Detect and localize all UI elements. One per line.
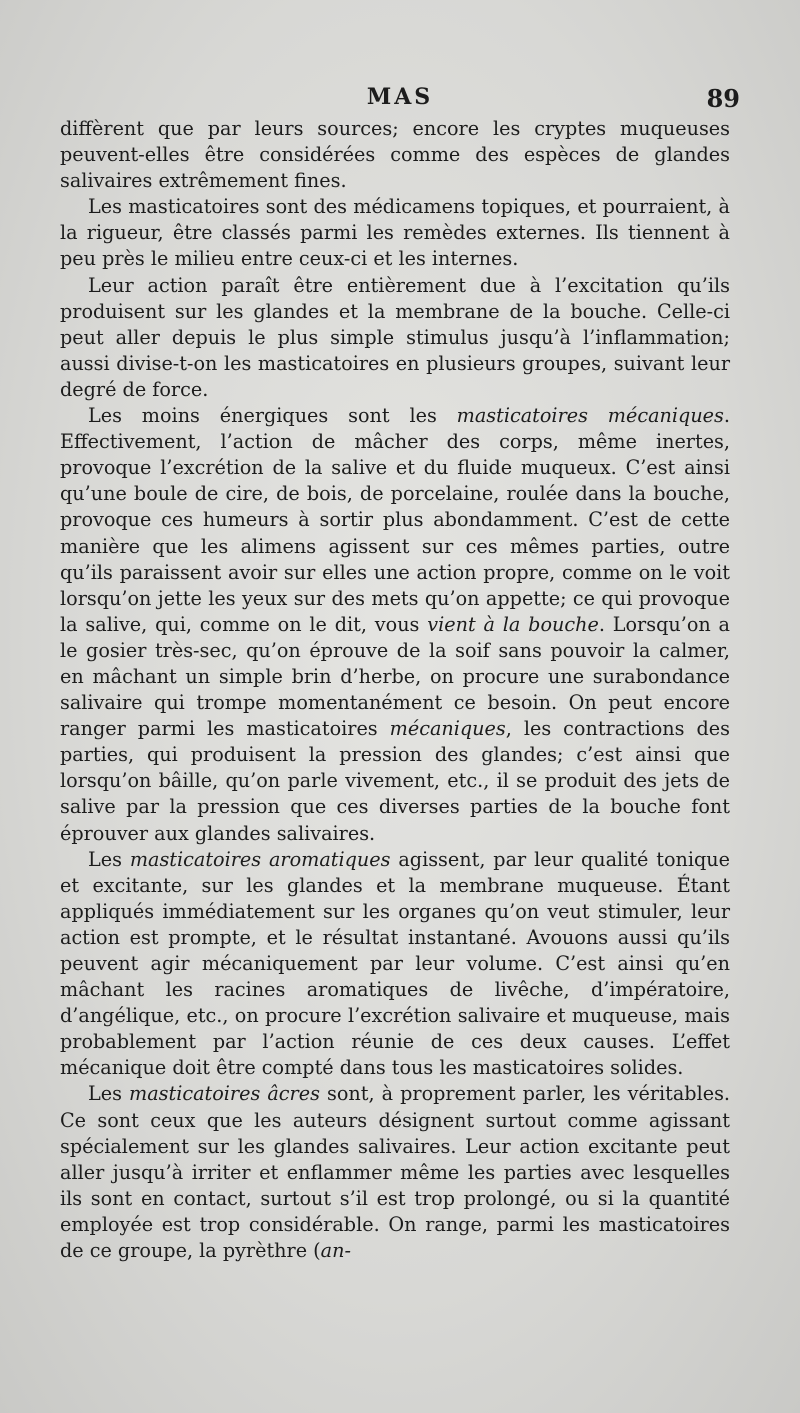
body-text [60,116,730,1264]
text-run: . Lorsqu’on a le gosier très-sec, qu’on éprouve de la soif sans pouvoir la calmer, en mâchant un simple brin d’herbe, on procure une surabondance salivaire qui trompe momentanément ce besoin. On peut encore ranger parmi les masticatoires [60,612,730,741]
italic-text: mécaniques [389,717,506,741]
text-run: Les moins énergiques sont les [88,404,457,428]
italic-text: masticatoires mécaniques [456,404,724,428]
page-header [60,84,740,116]
paragraph [60,194,730,272]
text-run: . Effectivement, l’action de mâcher des corps, même inertes, provoque l’excrétion de la salive et du fluide muqueux. C’est ainsi qu’une boule de cire, de bois, de porcelaine, roulée dans la bouche, provoque ces humeurs à sortir plus abondamment. C’est de cette manière que les alimens agissent sur ces mêmes parties, outre qu’ils paraissent avoir sur elles une action propre, comme on le voit lorsqu’on jette les yeux sur des mets qu’on appette; ce qui provoque la salive, qui, comme on le dit, vous [60,404,730,636]
running-head: MAS [366,84,434,110]
italic-text: masticatoires aromatiques [129,847,391,871]
paragraph [60,116,730,194]
text-run: Les masticatoires sont des médicamens topiques, et pourraient, à la rigueur, être classés parmi les remèdes externes. Ils tiennent à peu près le milieu entre ceux-ci et les internes. [60,195,730,271]
italic-text: masticatoires âcres [129,1082,320,1106]
text-run: diffèrent que par leurs sources; encore les cryptes muqueuses peuvent-elles être considérées comme des espèces de glandes salivaires extrêmement fines. [60,117,730,193]
text-run: Les [88,847,130,871]
text-run: sont, à proprement parler, les véritables. Ce sont ceux que les auteurs désignent surtout comme agissant spécialement sur les glandes salivaires. Leur action excitante peut aller jusqu’à irriter et enflammer même les parties avec lesquelles ils sont en contact, surtout s’il est trop prolongé, ou si la quantité employée est trop considérable. On range, parmi les masticatoires de ce groupe, la pyrèthre ( [60,1082,731,1263]
paragraph [60,403,730,847]
text-run: agissent, par leur qualité tonique et excitante, sur les glandes et la membrane muqueuse. Étant appliqués immédiatement sur les organes qu’on veut stimuler, leur action est prompte, et le résultat instantané. Avouons aussi qu’ils peuvent agir mécaniquement par leur volume. C’est ainsi qu’en mâchant les racines aromatiques de livêche, d’impératoire, d’angélique, etc., on procure l’excrétion salivaire et muqueuse, mais probablement par l’action réunie de ces deux causes. L’effet mécanique doit être compté dans tous les masticatoires solides. [60,847,731,1080]
text-run: , les contractions des parties, qui produisent la pression des glandes; c’est ainsi que lorsqu’on bâille, qu’on parle vivement, etc., il se produit des jets de salive par la pression que ces diverses parties de la bouche font éprouver aux glandes salivaires. [60,717,730,845]
paragraph [60,847,730,1082]
paragraph [60,273,730,403]
italic-text: an- [320,1239,351,1263]
page-number: 89 [706,84,740,113]
italic-text: vient à la bouche [427,612,599,636]
text-run: Les [88,1082,130,1106]
paragraph [60,1081,730,1264]
text-run: Leur action paraît être entièrement due à l’excitation qu’ils produisent sur les glandes et la membrane de la bouche. Celle-ci peut aller depuis le plus simple stimulus jusqu’à l’inflammation; aussi divise-t-on les masticatoires en plusieurs groupes, suivant leur degré de force. [60,273,730,401]
